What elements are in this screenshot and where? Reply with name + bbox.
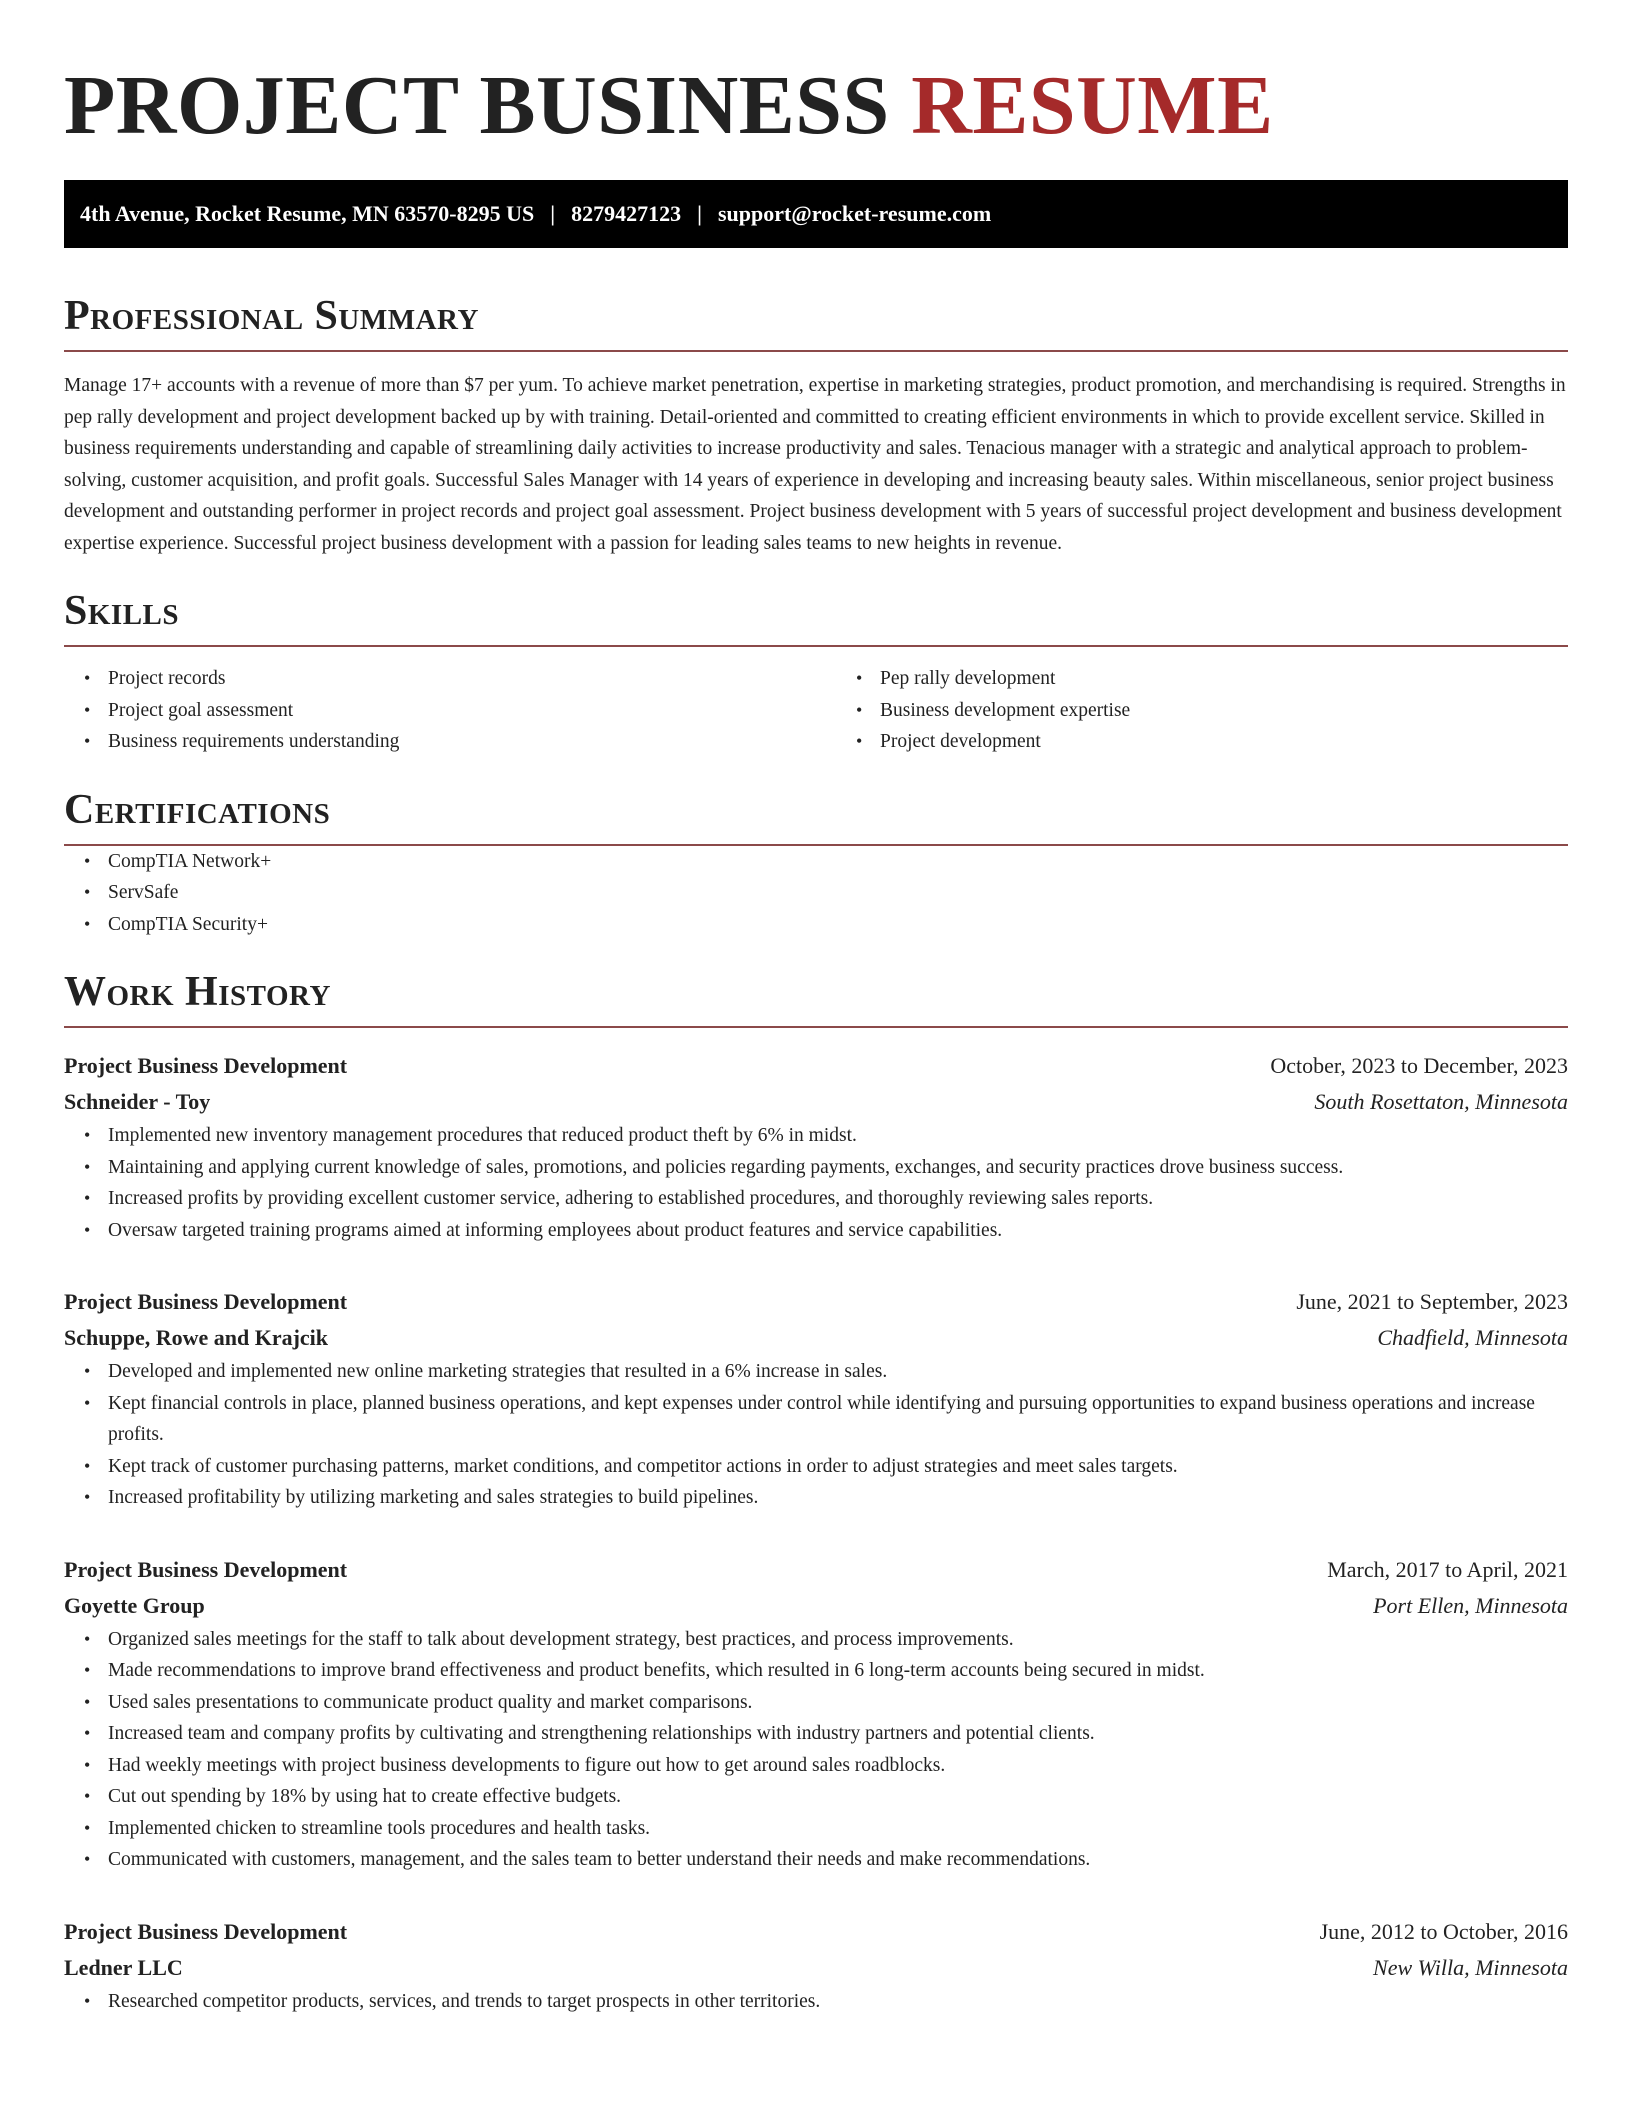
certification-item: • CompTIA Security+ — [108, 909, 1568, 941]
job-bullet: • Increased profits by providing excellent customer service, adhering to established procedures, and thoroughly reviewing sales reports. — [108, 1183, 1568, 1215]
certifications-list — [64, 846, 1568, 941]
job-location: South Rosettaton, Minnesota — [1314, 1089, 1568, 1115]
job-bullet: • Cut out spending by 18% by using hat to create effective budgets. — [108, 1781, 1568, 1813]
job-company: Schuppe, Rowe and Krajcik — [64, 1325, 329, 1351]
job-bullets — [64, 1356, 1568, 1514]
job-entry — [64, 1552, 1568, 1876]
job-title: Project Business Development — [64, 1918, 348, 1944]
job-location: Chadfield, Minnesota — [1377, 1325, 1568, 1351]
contact-separator: | — [550, 201, 556, 226]
certifications-section — [64, 788, 1568, 941]
job-title: Project Business Development — [64, 1289, 348, 1315]
job-dates: June, 2012 to October, 2016 — [1319, 1918, 1568, 1944]
job-bullet: • Researched competitor products, services, and trends to target prospects in other territories. — [108, 1986, 1568, 2018]
skills-section — [64, 589, 1568, 758]
job-bullet: • Organized sales meetings for the staff to talk about development strategy, best practices, and process improvements. — [108, 1624, 1568, 1656]
job-company-row — [64, 1588, 1568, 1624]
job-company: Schneider - Toy — [64, 1089, 211, 1115]
section-title-skills: Skills — [64, 589, 1568, 647]
job-dates: June, 2021 to September, 2023 — [1296, 1289, 1568, 1315]
title-accent: RESUME — [911, 59, 1274, 152]
job-header-row — [64, 1914, 1568, 1950]
resume-title — [64, 56, 1568, 152]
skill-item: • Business development expertise — [880, 695, 1568, 727]
skill-item: • Project records — [108, 663, 796, 695]
job-bullets — [64, 1120, 1568, 1246]
job-header-row — [64, 1048, 1568, 1084]
skills-grid — [64, 663, 1568, 758]
job-bullet: • Kept financial controls in place, planned business operations, and kept expenses under control while identifying and pursuing opportunities to expand business operations and increase profits. — [108, 1388, 1568, 1451]
skill-item: • Business requirements understanding — [108, 726, 796, 758]
job-bullet: • Used sales presentations to communicate product quality and market comparisons. — [108, 1687, 1568, 1719]
section-title-work-history: Work History — [64, 970, 1568, 1028]
skills-list-left — [64, 663, 796, 758]
job-bullet: • Developed and implemented new online marketing strategies that resulted in a 6% increase in sales. — [108, 1356, 1568, 1388]
skills-list-right — [836, 663, 1568, 758]
job-entry — [64, 1914, 1568, 2018]
job-bullet: • Increased team and company profits by cultivating and strengthening relationships with industry partners and potential clients. — [108, 1718, 1568, 1750]
skill-item: • Project development — [880, 726, 1568, 758]
contact-separator: | — [697, 201, 702, 226]
job-bullet: • Had weekly meetings with project business developments to figure out how to get around sales roadblocks. — [108, 1750, 1568, 1782]
summary-text: Manage 17+ accounts with a revenue of more than $7 per yum. To achieve market penetration, expertise in marketing strategies, product promotion, and merchandising is required. Strengths in pep rally development and project development backed up by with training. Detail-oriented and committed to creating efficient environments in which to provide excellent service. Skilled in business requirements understanding and capable of streamlining daily activities to increase productivity and sales. Tenacious manager with a strategic and analytical approach to problem-solving, customer acquisition, and profit goals. Successful Sales Manager with 14 years of experience in developing and increasing beauty sales. Within miscellaneous, senior project business development and outstanding performer in project records and project goal assessment. Project business development with 5 years of successful project development and business development expertise experience. Successful project business development with a passion for leading sales teams to new heights in revenue. — [64, 375, 1566, 554]
skill-item: • Pep rally development — [880, 663, 1568, 695]
section-title-summary: Professional Summary — [64, 294, 1568, 352]
summary-section — [64, 294, 1568, 559]
job-bullets — [64, 1986, 1568, 2018]
section-title-certifications: Certifications — [64, 788, 1568, 846]
job-header-row — [64, 1552, 1568, 1588]
contact-bar — [64, 180, 1568, 248]
work-history-section — [64, 970, 1568, 2017]
skill-item: • Project goal assessment — [108, 695, 796, 727]
job-dates: October, 2023 to December, 2023 — [1270, 1053, 1568, 1079]
job-bullet: • Maintaining and applying current knowledge of sales, promotions, and policies regarding payments, exchanges, and security practices drove business success. — [108, 1152, 1568, 1184]
job-bullet: • Communicated with customers, management, and the sales team to better understand their needs and make recommendations. — [108, 1844, 1568, 1876]
job-title: Project Business Development — [64, 1556, 348, 1582]
job-bullet: • Increased profitability by utilizing marketing and sales strategies to build pipelines. — [108, 1482, 1568, 1514]
certification-item: • CompTIA Network+ — [108, 846, 1568, 878]
contact-address: 4th Avenue, Rocket Resume, MN 63570-8295 US — [80, 201, 535, 226]
job-bullet: • Kept track of customer purchasing patterns, market conditions, and competitor actions in order to adjust strategies and meet sales targets. — [108, 1451, 1568, 1483]
job-bullet: • Made recommendations to improve brand effectiveness and product benefits, which resulted in 6 long-term accounts being secured in midst. — [108, 1655, 1568, 1687]
job-dates: March, 2017 to April, 2021 — [1327, 1556, 1568, 1582]
title-main: PROJECT BUSINESS — [64, 59, 890, 152]
job-bullet: • Implemented chicken to streamline tools procedures and health tasks. — [108, 1813, 1568, 1845]
job-entry — [64, 1284, 1568, 1514]
job-company-row — [64, 1320, 1568, 1356]
job-bullets — [64, 1624, 1568, 1876]
job-company-row — [64, 1084, 1568, 1120]
job-bullet: • Oversaw targeted training programs aimed at informing employees about product features and service capabilities. — [108, 1215, 1568, 1247]
certification-item: • ServSafe — [108, 877, 1568, 909]
job-company: Ledner LLC — [64, 1954, 183, 1980]
job-company: Goyette Group — [64, 1592, 205, 1618]
job-entry — [64, 1048, 1568, 1246]
job-location: Port Ellen, Minnesota — [1373, 1592, 1568, 1618]
job-title: Project Business Development — [64, 1053, 348, 1079]
contact-email: support@rocket-resume.com — [717, 201, 992, 226]
job-bullet: • Implemented new inventory management procedures that reduced product theft by 6% in midst. — [108, 1120, 1568, 1152]
contact-phone: 8279427123 — [571, 201, 682, 226]
job-location: New Willa, Minnesota — [1373, 1954, 1568, 1980]
job-company-row — [64, 1950, 1568, 1986]
job-header-row — [64, 1284, 1568, 1320]
